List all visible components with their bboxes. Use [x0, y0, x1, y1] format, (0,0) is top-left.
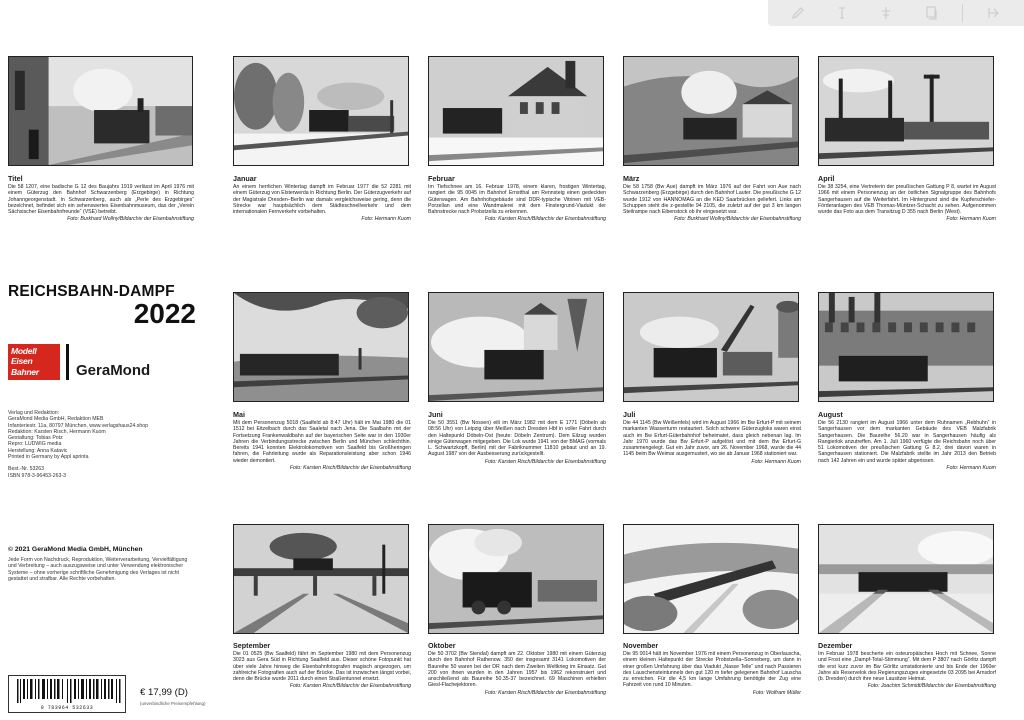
imprint-line: Repro: LUDWIG media: [8, 441, 62, 448]
caption-text: Die 01 0525 (Bw Saalfeld) fährt im September 1980 mit dem Personenzug 3023 aus Gera Süd in Richtung Saalfeld aus. Dieser schöne Fotopunkt hat über viele Jahre hinweg die Eisenbahnfotografen magisch angezogen, um zahlreiche Fotografien auch auf der Brücke. Das ist inzwischen längst vorbei, denn die Brücke wurde 2011 durch einen Straßentunnel ersetzt.: [233, 651, 411, 683]
isbn-barcode-number: 9 783964 532633: [40, 705, 94, 711]
copyright-text: Jede Form von Nachdruck, Reproduktion, Weiterverarbeitung, Vervielfältigung und Verbreitung – auch auszugsweise und unter Verwendung elektronischer Systeme – ohne vorherige schriftliche Genehmigung des Verlages ist nicht gestattet und strafbar. Alle Rechte vorbehalten.: [8, 557, 188, 582]
copyright-heading: © 2021 GeraMond Media GmbH, München: [8, 546, 143, 553]
caption-heading: März: [623, 174, 640, 183]
photo-credit: Foto: Burkhard Wollny/Bildarchiv der Eisenbahnstiftung: [67, 216, 194, 223]
photo-november: [623, 524, 799, 634]
photo-august: [818, 292, 994, 402]
photo-title: [8, 56, 193, 166]
caption-juni: [428, 410, 606, 465]
export-icon[interactable]: [981, 3, 1007, 23]
price-note: (unverbindliche Preisempfehlung): [140, 701, 206, 706]
caption-januar: [233, 174, 411, 223]
imprint-line: GeraMond Media GmbH, Redaktion MEB: [8, 416, 104, 423]
caption-heading: Mai: [233, 410, 245, 419]
photo-oktober: [428, 524, 604, 634]
caption-text: Die 58 1758 (Bw Aue) dampft im März 1976 auf der Fahrt von Aue nach Schwarzenberg (Erzgebirge) durch den Bahnhof Lauter. Die preußische G 12 wurde 1912 von HANNOMAG an die KED Saarbrücken geliefert. Links am Schuppen steht die z-gestellte 94 2105, die zuletzt auf der gut 3 km langen Steilrampe nach Eibenstock ob ihr eingesetzt war.: [623, 184, 801, 216]
caption-text: Im Tiefschnee am 16. Februar 1978, einem klaren, frostigen Wintertag, rangiert die 95 0045 im Bahnhof Ernstthal am Rennsteig einen gedeckten Güterwagen. Am Bahnhofsgebäude sind DDR-typische Vitrinen mit VEB-Porzellan und eine Wandmalerei mit dem Finstergrund-Viadukt der Bahnstrecke nach Probstzella zu erkennen.: [428, 184, 606, 216]
caption-heading: November: [623, 641, 659, 650]
caption-august: [818, 410, 996, 471]
toolbar-separator: [962, 4, 963, 22]
photo-credit: Foto: Karsten Risch/Bildarchiv der Eisenbahnstiftung: [484, 689, 606, 696]
photo-juni: [428, 292, 604, 402]
caption-text: Die 50 3702 (Bw Stendal) dampft am 22. Oktober 1980 mit einem Güterzug durch den Bahnhof Rathenow. 350 der insgesamt 3141 Lokomotiven der Baureihe 50 waren bei der DR nach dem Zweiten Weltkrieg im Einsatz. Gut 200 von ihnen wurden in den Jahren 1957 bis 1962 rekonstruiert und anschließend als Baureihe 50.35-37 bezeichnet. 69 Maschinen erhielten Giesl-Flachejektoren.: [428, 651, 606, 689]
photo-dezember: [818, 524, 994, 634]
imprint-line: Verlag und Redaktion:: [8, 410, 60, 416]
draw-icon[interactable]: [785, 3, 811, 23]
photo-credit: Foto: Karsten Risch/Bildarchiv der Eisenbahnstiftung: [484, 216, 606, 223]
caption-mai: [233, 410, 411, 471]
caption-heading: Januar: [233, 174, 257, 183]
caption-september: [233, 641, 411, 690]
barcode: [8, 675, 126, 713]
book-year: 2022: [133, 298, 196, 329]
barcode-bars: [17, 679, 121, 703]
photo-credit: Foto: Joachim Schmidt/Bildarchiv der Eisenbahnstiftung: [867, 683, 996, 690]
caption-dezember: [818, 641, 996, 690]
photo-credit: Foto: Karsten Risch/Bildarchiv der Eisenbahnstiftung: [484, 458, 606, 465]
caption-text: An einem herrlichen Wintertag dampft im Februar 1977 die 52 2281 mit einem Güterzug von Elsterwerda in Richtung Berlin. Der Güterzugverkehr auf der Magistrale Dresden–Berlin war damals vergleichsweise gering, denn die Strecke war hauptsächlich dem Städteschnellverkehr und dem internationalen Fernverkehr vorbehalten.: [233, 184, 411, 216]
copy-icon[interactable]: [918, 3, 944, 23]
imprint-line: Infanteriestr. 11a, 80797 München, www.verlagshaus24.shop: [8, 422, 149, 429]
photo-februar: [428, 56, 604, 166]
caption-heading: Februar: [428, 174, 455, 183]
caption-text: Die 44 1145 (Bw Weißenfels) wird im August 1966 im Bw Erfurt-P mit seinem markanten Wasserturm restauriert. Solch schwere Güterzugloks waren einst auch im Bw Erfurt-Güterbahnhof beheimatet, dass gleich nebenan lag. Im Jahr 1970 wurde das Bw Erfurt-P aufgelöst und mit dem Bw Erfurt-G zusammengelegt. Gut ein Jahr zuvor, am 26. November 1968, wurde die 44 1145 beim Bw Weimar ausgemustert, wo sie ab Januar 1968 stationiert war.: [623, 420, 801, 458]
caption-text: Die 38 3254, eine Vertreterin der preußischen Gattung P 8, wartet im August 1966 mit einem Personenzug an der östlichen Signalgruppe des Bahnhofs Sangerhausen auf die Weiterfahrt. Im Hintergrund sind die Kupferschiefer-Förderanlagen des VEB Thomas-Müntzer-Schacht zu sehen. Aufgenommen wurde das Foto aus dem Transitzug D 355 nach Berlin (West).: [818, 184, 996, 216]
annotation-toolbar: [768, 0, 1024, 26]
caption-heading: August: [818, 410, 843, 419]
caption-heading: September: [233, 641, 271, 650]
imprint-line: Redaktion: Karsten Risch, Hermann Kuom: [8, 428, 106, 435]
photo-credit: Foto: Burkhard Wollny/Bildarchiv der Eisenbahnstiftung: [674, 216, 801, 223]
photo-credit: Foto: Hermann Kuom: [946, 465, 996, 472]
caption-maerz: [623, 174, 801, 223]
publisher-logo: GeraMond: [76, 362, 151, 379]
photo-credit: Foto: Hermann Kuom: [946, 216, 996, 223]
text-icon[interactable]: [829, 3, 855, 23]
photo-credit: Foto: Hermann Kuom: [361, 216, 411, 223]
caption-oktober: [428, 641, 606, 696]
caption-heading: April: [818, 174, 835, 183]
imprint-line: Herstellung: Anna Katavic: [8, 447, 68, 454]
caption-text: Mit dem Personenzug 5018 (Saalfeld ab 8:47 Uhr) hält im Mai 1980 die 01 1512 bei Eitzelbach durch das Saaletal nach Jena. Die Saalbahn mit der Fortsetzung Frankenwaldbahn auf der bayerischen Seite war in den 1930er Jahren die Verbindungsstrecke zwischen Berlin und München schlechthin. Bereits 1941 konnten Elektrolokomotiven von Saalfeld bis Großheringen fahren, die Fahrleitung wurde als Reparationsleistung aber schon 1946 wieder demontiert.: [233, 420, 411, 464]
caption-heading: Juli: [623, 410, 636, 419]
caption-juli: [623, 410, 801, 465]
photo-credit: Foto: Karsten Risch/Bildarchiv der Eisenbahnstiftung: [289, 465, 411, 472]
logo-line: Bahner: [11, 367, 39, 378]
book-title: REICHSBAHN-DAMPF: [8, 283, 175, 300]
photo-credit: Foto: Karsten Risch/Bildarchiv der Eisenbahnstiftung: [289, 683, 411, 690]
caption-heading: Titel: [8, 174, 23, 183]
caption-november: [623, 641, 801, 696]
logo-divider: [66, 344, 69, 380]
caption-heading: Juni: [428, 410, 443, 419]
photo-april: [818, 56, 994, 166]
imprint-line: Gestaltung: Tobias Potz: [8, 435, 63, 442]
photo-mai: [233, 292, 409, 402]
caption-heading: Oktober: [428, 641, 456, 650]
modelleisenbahner-logo: [8, 344, 60, 380]
imprint-line: Best.-Nr. 53263: [8, 466, 45, 473]
photo-september: [233, 524, 409, 634]
imprint: [8, 410, 194, 479]
caption-title: [8, 174, 194, 223]
logo-line: Modell: [11, 345, 37, 356]
caption-februar: [428, 174, 606, 223]
logo-line: Eisen: [11, 356, 33, 367]
imprint-line: ISBN 978-3-96453-263-3: [8, 472, 66, 479]
photo-credit: Foto: Wolfram Müller: [752, 689, 801, 696]
caption-text: Die 56 2130 rangiert im August 1966 unter dem Ruhnamen „Rebhuhn“ in Sangerhausen vor dem markanten Gebäude des VEB Malzfabrik Sangerhausen. Die Baureihe 56.20 war in Sangerhausen häufig als Rangierlok anzutreffen. Am 1. Juli 1960 verfügte die Reichsbahn noch über 51 Lokomotiven der preußischen Gattung G 8.2, drei davon waren in Sangerhausen stationiert. Die Malzfabrik stellte im Jahr 2013 den Betrieb nach 142 Jahren ein und wurde später abgerissen.: [818, 420, 996, 464]
caption-text: Die 58 1207, eine badische G 12 des Baujahrs 1919 verlässt im April 1976 mit einem Güterzug den Bahnhof Schwarzenberg (Erzgebirge) in Richtung Johanngeorgenstadt. In Schwarzenberg, auch als „Perle des Erzgebirges“ bezeichnet, befindet sich ein sehenswertes Eisenbahnmuseum, das der „Verein Sächsischer Eisenbahnfreunde“ (VSE) betreibt.: [8, 184, 194, 216]
photo-credit: Foto: Hermann Kuom: [751, 458, 801, 465]
caption-heading: Dezember: [818, 641, 853, 650]
caption-text: Die 95 0014 hält im November 1976 mit einem Personenzug in Oberlauscha, einem kleinen Haltepunkt der Strecke Probstzella–Sonneberg, um dann in einer großen Umfahrung über das Viadukt „Nasse Telle“ und nach Passieren des Lauschensteintunnels den gut 120 m tiefer gelegenen Bahnhof Lauscha zu erreichen. Für die 4,5 km lange Umfahrung benötigte der Zug eine Fahrzeit von rund 10 Minuten.: [623, 651, 801, 689]
caption-april: [818, 174, 996, 223]
photo-juli: [623, 292, 799, 402]
pin-icon[interactable]: [873, 3, 899, 23]
photo-januar: [233, 56, 409, 166]
photo-maerz: [623, 56, 799, 166]
price: € 17,99 (D): [140, 687, 188, 698]
caption-text: Die 50 3551 (Bw Nossen) eilt im März 1982 mit dem E 1771 (Döbeln ab 08:56 Uhr) von Leipzig über Meißen nach Dresden Hbf in voller Fahrt durch den Haltepunkt Döbeln-Ost (heute: Döbeln Zentrum). Dem Eilzug wurden einige Güterwagen mitgegeben. Die Lok wurde 1941 von der BMAG (vormals L. Schwartzkopff, Berlin) mit der Fabriknummer 11810 gebaut und an 19. August 1987 von der Ausbesserung zurückgestellt.: [428, 420, 606, 458]
caption-text: Im Februar 1978 bescherte ein osteuropäisches Hoch mit Schnee, Sonne und Frost eine „Dampf-Total-Stimmung“. Mit dem P 3807 nach Görlitz dampft die erst kurz zuvor im Bw Görlitz umstationierte und bis Ende der 1960er Jahre als Reservelok des Regierungszuges eingesetzte 03 2095 bei Arnsdorf (b. Dresden) durch ihre neue Lausitzer Heimat.: [818, 651, 996, 683]
imprint-line: Printed in Germany by Appl aprinta: [8, 454, 89, 461]
